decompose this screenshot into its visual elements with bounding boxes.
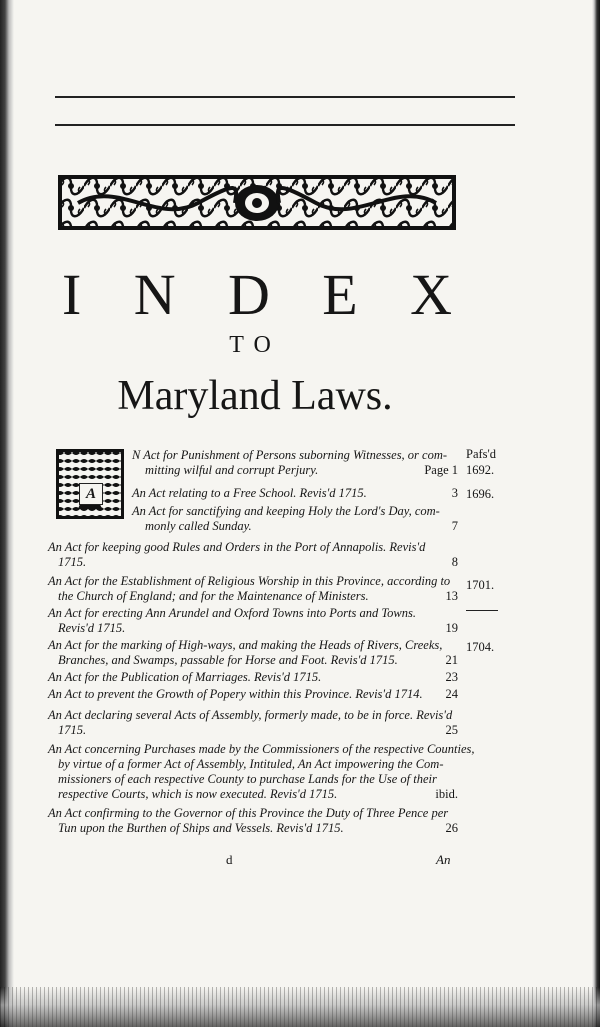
index-entry-page: 23 [445,670,458,684]
dropcap-letter: A [79,483,103,505]
index-entry-page: Page 1 [424,463,458,477]
index-entry-line: Revis'd 1715. [58,621,126,635]
index-entry-line: An Act for sanctifying and keeping Holy the Lord's Day, com- [132,504,440,518]
ornamental-headpiece [58,175,456,230]
index-entry-line: by virtue of a former Act of Assembly, Intituled, An Act impowering the Com- [58,757,444,771]
title-to: TO [229,332,281,358]
index-entry-page: 19 [445,621,458,635]
index-entry-line: An Act concerning Purchases made by the Commissioners of the respective Counties, [48,742,475,756]
margin-year: 1704. [466,640,495,654]
index-entry-line: mitting wilful and corrupt Perjury. [145,463,319,477]
title-index-letter: X [410,262,452,327]
margin-note-passed: Pafs'd [466,447,497,461]
index-entry-line: An Act confirming to the Governor of this Province the Duty of Three Pence per [48,806,449,820]
index-entry-page: 25 [445,723,458,737]
top-rule [55,96,515,98]
index-entry-line: An Act relating to a Free School. Revis'd 1715. [132,486,367,500]
catchword: An [436,852,451,867]
index-entry-line: An Act for keeping good Rules and Orders in the Port of Annapolis. Revis'd [48,540,426,554]
title-index [62,262,452,327]
index-entry-page: ibid. [435,787,458,801]
index-entry-line: monly called Sunday. [145,519,252,533]
index-entry-page: 3 [451,486,458,500]
signature-mark: d [226,852,233,867]
index-entry-line: An Act for the Establishment of Religious Worship in this Province, according to [48,574,451,588]
index-entry-line: An Act declaring several Acts of Assembly, formerly made, to be in force. Revis'd [48,708,453,722]
index-entry-line: the Church of England; and for the Maintenance of Ministers. [58,589,369,603]
margin-year: 1692. [466,463,495,477]
index-entry-page: 21 [445,653,458,667]
page-bottom-shadow [0,987,600,1027]
index-entry-page: 26 [445,821,458,835]
second-rule [55,124,515,126]
margin-dash [466,610,498,611]
margin-year: 1701. [466,578,495,592]
title-index-letter: I [62,262,82,327]
page-binding-shadow [0,0,14,1027]
title-maryland-laws: Maryland Laws. [117,373,393,419]
index-entry-line: An Act for erecting Ann Arundel and Oxford Towns into Ports and Towns. [48,606,416,620]
index-entry-page: 13 [445,589,458,603]
index-entry-line: N Act for Punishment of Persons suborning Witnesses, or com- [132,448,448,462]
page-edge-shadow [592,0,600,1027]
index-entry-line: missioners of each respective County to purchase Lands for the Use of their [58,772,437,786]
index-entry-page: 7 [451,519,458,533]
title-index-letter: E [322,262,358,327]
index-entry-line: Branches, and Swamps, passable for Horse and Foot. Revis'd 1715. [58,653,398,667]
index-entry-line: An Act for the Publication of Marriages. Revis'd 1715. [48,670,322,684]
index-entry-line: An Act for the marking of High-ways, and making the Heads of Rivers, Creeks, [48,638,443,652]
index-entry-page: 24 [445,687,458,701]
margin-year: 1696. [466,487,495,501]
index-entry-line: Tun upon the Burthen of Ships and Vessels. Revis'd 1715. [58,821,344,835]
title-index-letter: N [133,262,176,327]
title-index-letter: D [228,262,270,327]
index-entry-line: 1715. [58,555,87,569]
index-entry-line: 1715. [58,723,87,737]
index-entry-line: An Act to prevent the Growth of Popery within this Province. Revis'd 1714. [48,687,423,701]
index-entry-page: 8 [451,555,458,569]
index-entry-line: respective Courts, which is now executed. Revis'd 1715. [58,787,338,801]
